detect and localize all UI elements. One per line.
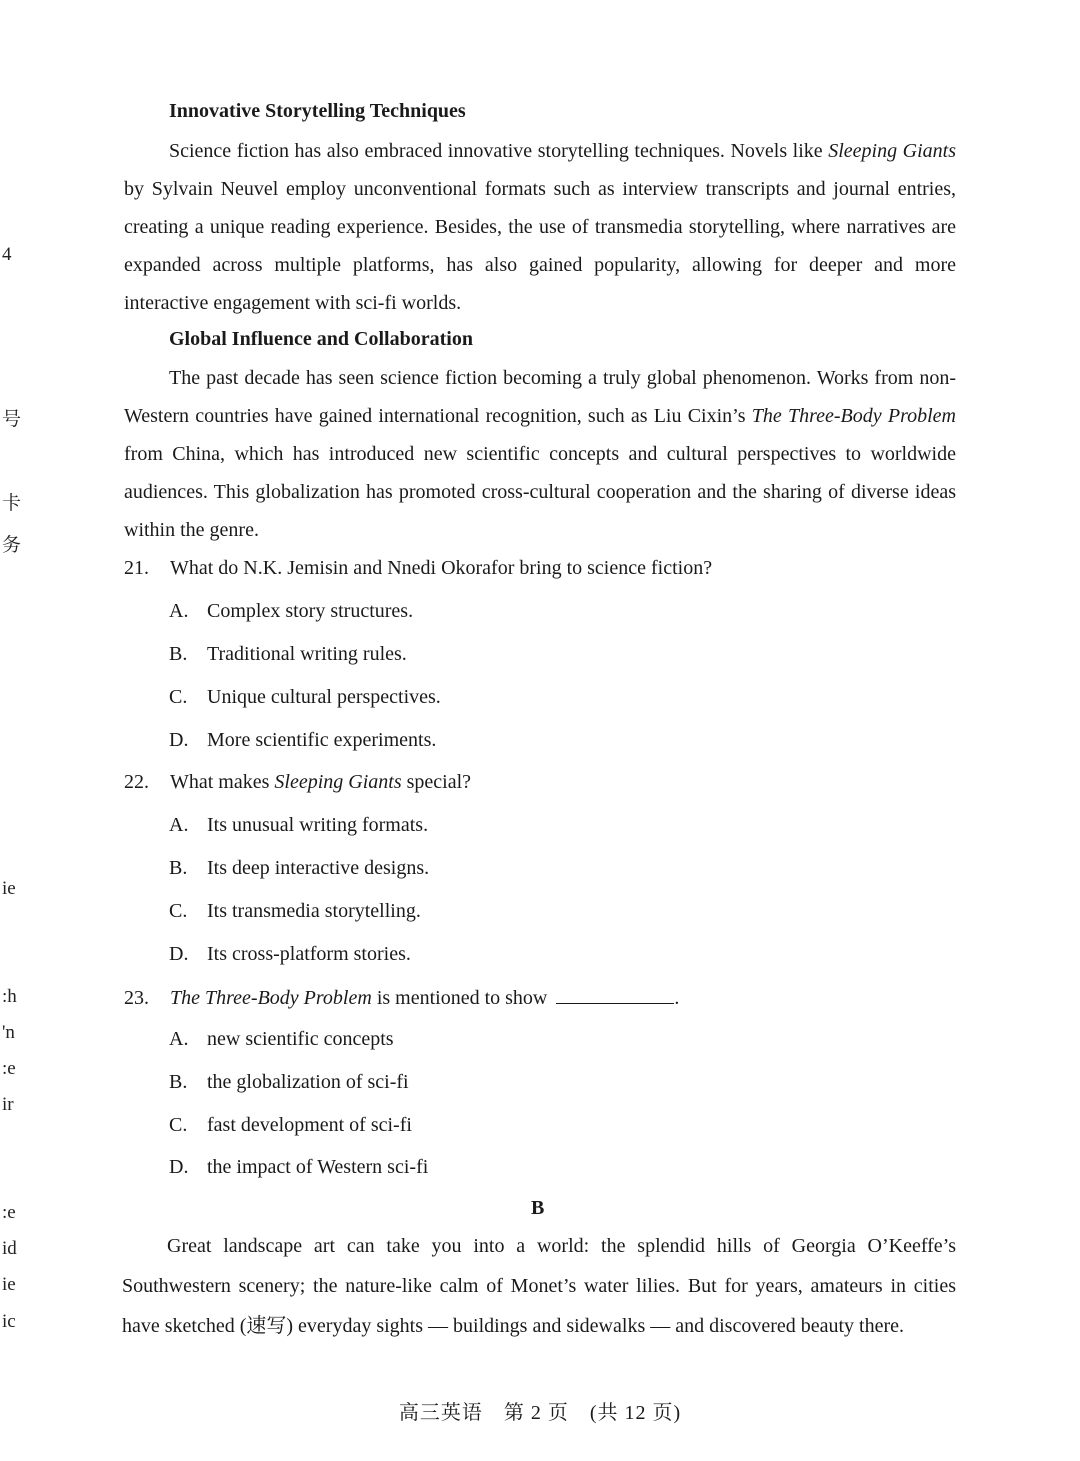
paragraph-text: by Sylvain Neuvel employ unconventional formats such as interview transcripts and journal entries, creating a unique reading experience. Besides, the use of transmedia storytelling, where narratives are expanded across multiple platforms, has also gained popularity, allowing for deeper and more interactive engagement with sci-fi worlds. [124, 178, 956, 314]
option-23d[interactable] [169, 1156, 428, 1179]
option-letter: C. [169, 900, 188, 922]
option-text: Its transmedia storytelling. [207, 900, 421, 922]
option-letter: A. [169, 814, 189, 836]
option-letter: D. [169, 943, 189, 965]
question-21 [124, 557, 712, 580]
option-letter: D. [169, 729, 189, 751]
paragraph-text: Science fiction has also embraced innovative storytelling techniques. Novels like [169, 140, 829, 162]
margin-fragment: 卡 [2, 493, 22, 514]
option-22c[interactable] [169, 900, 421, 923]
paragraph-text: Great landscape art can take you into a world: the splendid hills of Georgia O’Keeffe’s Southwestern scenery; the nature-like calm of Monet’s water lilies. But for years, amateurs in cities have sketched (速写) everyday sights — buildings and sidewalks — and discovered beauty there. [122, 1235, 956, 1337]
option-text: fast development of sci-fi [207, 1114, 412, 1136]
margin-fragment: ic [2, 1311, 16, 1332]
option-text: Its cross-platform stories. [207, 943, 411, 965]
option-letter: A. [169, 600, 189, 622]
book-title: Sleeping Giants [274, 771, 402, 793]
question-text: What do N.K. Jemisin and Nnedi Okorafor bring to science fiction? [170, 557, 713, 579]
paragraph-text: The past decade has seen science fiction becoming a truly global phenomenon. Works from non-Western countries have gained international recognition, such as Liu Cixin’s [124, 367, 956, 427]
margin-fragment: ie [2, 1274, 16, 1295]
option-22d[interactable] [169, 943, 411, 966]
option-21b[interactable] [169, 643, 407, 666]
margin-fragment: :e [2, 1202, 16, 1223]
option-letter: B. [169, 1071, 188, 1093]
margin-fragment: :e [2, 1058, 16, 1079]
question-text: special? [401, 771, 472, 793]
margin-fragment: 务 [2, 535, 22, 556]
option-21c[interactable] [169, 686, 441, 709]
option-text: the impact of Western sci-fi [207, 1156, 429, 1178]
question-text: What makes [170, 771, 275, 793]
paragraph-text: from China, which has introduced new scientific concepts and cultural perspectives to worldwide audiences. This globalization has promoted cross-cultural cooperation and the sharing of diverse ideas within the genre. [124, 443, 956, 541]
question-22 [124, 771, 471, 794]
option-23b[interactable] [169, 1071, 409, 1094]
book-title: Sleeping Giants [828, 140, 956, 162]
paragraph-innovative [124, 132, 956, 322]
section-heading-innovative: Innovative Storytelling Techniques [169, 100, 466, 122]
margin-fragment: 号 [2, 409, 22, 430]
option-text: new scientific concepts [207, 1028, 394, 1050]
question-number: 23. [124, 987, 149, 1009]
option-22b[interactable] [169, 857, 429, 880]
answer-blank[interactable] [556, 985, 674, 1004]
option-23a[interactable] [169, 1028, 394, 1051]
option-22a[interactable] [169, 814, 428, 837]
margin-fragment: ir [2, 1094, 14, 1115]
option-text: Complex story structures. [207, 600, 414, 622]
option-21d[interactable] [169, 729, 436, 752]
question-23 [124, 985, 679, 1010]
option-letter: A. [169, 1028, 189, 1050]
book-title: The Three-Body Problem [170, 987, 372, 1009]
option-letter: B. [169, 643, 188, 665]
option-letter: D. [169, 1156, 189, 1178]
paragraph-section-b [122, 1226, 956, 1346]
option-text: Its unusual writing formats. [207, 814, 429, 836]
paragraph-global [124, 359, 956, 549]
page-footer: 高三英语 第 2 页 (共 12 页) [398, 1402, 682, 1424]
book-title: The Three-Body Problem [751, 405, 956, 427]
question-text: is mentioned to show [371, 987, 548, 1009]
margin-fragment: id [2, 1238, 17, 1259]
question-end: . [674, 987, 680, 1009]
margin-fragment: 'n [2, 1022, 15, 1043]
margin-fragment: ie [2, 878, 16, 899]
margin-fragment: :h [2, 986, 17, 1007]
margin-fragment: 4 [2, 244, 12, 265]
option-text: Its deep interactive designs. [207, 857, 430, 879]
section-b-label: B [531, 1197, 545, 1219]
option-letter: B. [169, 857, 188, 879]
question-number: 22. [124, 771, 149, 793]
question-number: 21. [124, 557, 149, 579]
option-letter: C. [169, 686, 188, 708]
option-letter: C. [169, 1114, 188, 1136]
option-text: Unique cultural perspectives. [207, 686, 441, 708]
option-21a[interactable] [169, 600, 413, 623]
section-heading-global: Global Influence and Collaboration [169, 328, 473, 350]
option-text: More scientific experiments. [207, 729, 437, 751]
option-text: Traditional writing rules. [207, 643, 407, 665]
option-text: the globalization of sci-fi [207, 1071, 409, 1093]
option-23c[interactable] [169, 1114, 412, 1137]
